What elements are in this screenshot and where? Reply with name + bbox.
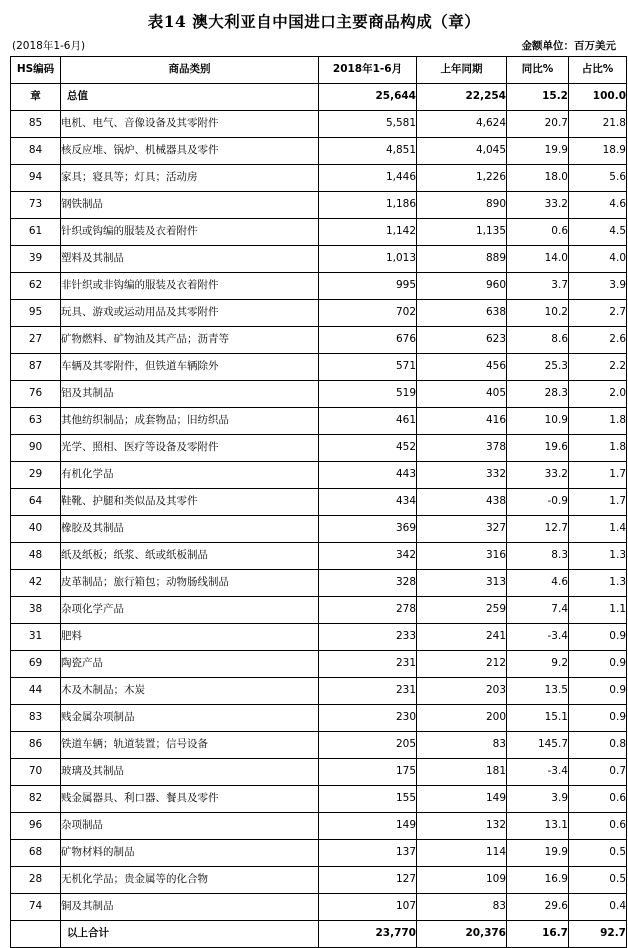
cell-hs: 84 <box>11 138 61 165</box>
cell-previous: 181 <box>417 759 507 786</box>
cell-current: 702 <box>319 300 417 327</box>
cell-hs: 90 <box>11 435 61 462</box>
cell-hs: 69 <box>11 651 61 678</box>
cell-previous: 4,624 <box>417 111 507 138</box>
cell-yoy: 8.3 <box>507 543 569 570</box>
cell-share: 0.9 <box>569 705 627 732</box>
cell-current: 461 <box>319 408 417 435</box>
cell-category: 肥料 <box>61 624 319 651</box>
table-header-row <box>11 57 627 84</box>
cell-current: 4,851 <box>319 138 417 165</box>
cell-category: 核反应堆、锅炉、机械器具及零件 <box>61 138 319 165</box>
cell-previous: 241 <box>417 624 507 651</box>
cell-yoy: 18.0 <box>507 165 569 192</box>
cell-share: 1.8 <box>569 408 627 435</box>
table-row <box>11 381 627 408</box>
cell-previous: 327 <box>417 516 507 543</box>
column-header-share: 占比% <box>569 57 627 84</box>
cell-current: 1,013 <box>319 246 417 273</box>
cell-share: 0.9 <box>569 651 627 678</box>
table-row <box>11 624 627 651</box>
cell-share: 1.4 <box>569 516 627 543</box>
column-header-category: 商品类别 <box>61 57 319 84</box>
cell-previous: 83 <box>417 894 507 921</box>
cell-yoy: -0.9 <box>507 489 569 516</box>
cell-share: 0.4 <box>569 894 627 921</box>
cell-current: 1,142 <box>319 219 417 246</box>
cell-yoy: 145.7 <box>507 732 569 759</box>
cell-category: 车辆及其零附件，但铁道车辆除外 <box>61 354 319 381</box>
cell-current: 107 <box>319 894 417 921</box>
table-row <box>11 813 627 840</box>
cell-yoy: 4.6 <box>507 570 569 597</box>
cell-share: 0.6 <box>569 813 627 840</box>
cell-current: 205 <box>319 732 417 759</box>
cell-previous: 456 <box>417 354 507 381</box>
table-row <box>11 570 627 597</box>
cell-share: 0.5 <box>569 840 627 867</box>
cell-share: 4.0 <box>569 246 627 273</box>
cell-share: 0.5 <box>569 867 627 894</box>
cell-previous: 438 <box>417 489 507 516</box>
table-row <box>11 300 627 327</box>
cell-category: 玻璃及其制品 <box>61 759 319 786</box>
cell-category: 纸及纸板；纸浆、纸或纸板制品 <box>61 543 319 570</box>
cell-share: 1.8 <box>569 435 627 462</box>
cell-category: 钢铁制品 <box>61 192 319 219</box>
cell-current: 1,186 <box>319 192 417 219</box>
table-row <box>11 111 627 138</box>
table-head <box>11 57 627 84</box>
cell-category: 矿物材料的制品 <box>61 840 319 867</box>
cell-hs: 85 <box>11 111 61 138</box>
cell-category: 塑料及其制品 <box>61 246 319 273</box>
cell-category: 光学、照相、医疗等设备及零附件 <box>61 435 319 462</box>
table-row <box>11 246 627 273</box>
cell-category: 家具；寝具等；灯具；活动房 <box>61 165 319 192</box>
period-note: (2018年1-6月) <box>12 40 86 52</box>
cell-yoy: 12.7 <box>507 516 569 543</box>
cell-yoy: 25.3 <box>507 354 569 381</box>
table-row-total <box>11 84 627 111</box>
cell-category: 陶瓷产品 <box>61 651 319 678</box>
cell-previous: 132 <box>417 813 507 840</box>
cell-hs: 95 <box>11 300 61 327</box>
cell-previous: 405 <box>417 381 507 408</box>
cell-hs: 29 <box>11 462 61 489</box>
cell-current: 127 <box>319 867 417 894</box>
cell-share: 2.6 <box>569 327 627 354</box>
cell-share: 3.9 <box>569 273 627 300</box>
table-row <box>11 867 627 894</box>
cell-yoy: 29.6 <box>507 894 569 921</box>
cell-category: 杂项化学产品 <box>61 597 319 624</box>
cell-share: 100.0 <box>569 84 627 111</box>
cell-current: 149 <box>319 813 417 840</box>
cell-hs: 68 <box>11 840 61 867</box>
cell-category: 矿物燃料、矿物油及其产品；沥青等 <box>61 327 319 354</box>
cell-hs: 42 <box>11 570 61 597</box>
cell-hs: 64 <box>11 489 61 516</box>
column-header-current: 2018年1-6月 <box>319 57 417 84</box>
column-header-previous: 上年同期 <box>417 57 507 84</box>
table-row <box>11 516 627 543</box>
table-row <box>11 678 627 705</box>
import-composition-table <box>10 56 627 948</box>
cell-previous: 203 <box>417 678 507 705</box>
cell-category: 非针织或非钩编的服装及衣着附件 <box>61 273 319 300</box>
cell-yoy: -3.4 <box>507 624 569 651</box>
cell-current: 452 <box>319 435 417 462</box>
cell-hs: 96 <box>11 813 61 840</box>
cell-current: 155 <box>319 786 417 813</box>
cell-yoy: 13.5 <box>507 678 569 705</box>
cell-current: 434 <box>319 489 417 516</box>
cell-share: 2.7 <box>569 300 627 327</box>
cell-previous: 212 <box>417 651 507 678</box>
table-row <box>11 894 627 921</box>
cell-hs: 章 <box>11 84 61 111</box>
cell-yoy: 13.1 <box>507 813 569 840</box>
cell-hs: 27 <box>11 327 61 354</box>
cell-share: 0.9 <box>569 678 627 705</box>
cell-share: 1.3 <box>569 543 627 570</box>
cell-yoy: 33.2 <box>507 192 569 219</box>
cell-yoy: 8.6 <box>507 327 569 354</box>
cell-current: 233 <box>319 624 417 651</box>
cell-category: 铁道车辆；轨道装置；信号设备 <box>61 732 319 759</box>
cell-yoy: 16.9 <box>507 867 569 894</box>
cell-hs: 70 <box>11 759 61 786</box>
cell-hs: 28 <box>11 867 61 894</box>
table-row <box>11 705 627 732</box>
cell-share: 0.6 <box>569 786 627 813</box>
cell-current: 369 <box>319 516 417 543</box>
cell-share: 0.8 <box>569 732 627 759</box>
cell-hs: 73 <box>11 192 61 219</box>
cell-previous: 83 <box>417 732 507 759</box>
cell-category: 木及木制品；木炭 <box>61 678 319 705</box>
cell-share: 0.7 <box>569 759 627 786</box>
cell-share: 18.9 <box>569 138 627 165</box>
cell-current: 328 <box>319 570 417 597</box>
cell-current: 278 <box>319 597 417 624</box>
cell-category: 玩具、游戏或运动用品及其零附件 <box>61 300 319 327</box>
cell-hs: 82 <box>11 786 61 813</box>
table-row <box>11 192 627 219</box>
table-row <box>11 759 627 786</box>
cell-previous: 22,254 <box>417 84 507 111</box>
cell-yoy: 15.2 <box>507 84 569 111</box>
cell-current: 230 <box>319 705 417 732</box>
table-row <box>11 786 627 813</box>
cell-yoy: 28.3 <box>507 381 569 408</box>
cell-yoy: 9.2 <box>507 651 569 678</box>
cell-category: 针织或钩编的服装及衣着附件 <box>61 219 319 246</box>
cell-previous: 889 <box>417 246 507 273</box>
cell-category: 铜及其制品 <box>61 894 319 921</box>
cell-category: 总值 <box>61 84 319 111</box>
page-title: 表14 澳大利亚自中国进口主要商品构成（章） <box>147 12 481 31</box>
cell-yoy: -3.4 <box>507 759 569 786</box>
cell-current: 571 <box>319 354 417 381</box>
cell-category: 杂项制品 <box>61 813 319 840</box>
cell-category: 鞋靴、护腿和类似品及其零件 <box>61 489 319 516</box>
cell-hs: 94 <box>11 165 61 192</box>
cell-previous: 109 <box>417 867 507 894</box>
cell-yoy: 15.1 <box>507 705 569 732</box>
cell-category: 皮革制品；旅行箱包；动物肠线制品 <box>61 570 319 597</box>
cell-yoy: 19.9 <box>507 138 569 165</box>
cell-category: 有机化学品 <box>61 462 319 489</box>
cell-hs: 44 <box>11 678 61 705</box>
cell-share: 1.7 <box>569 462 627 489</box>
cell-category: 无机化学品；贵金属等的化合物 <box>61 867 319 894</box>
cell-share: 4.6 <box>569 192 627 219</box>
cell-hs: 61 <box>11 219 61 246</box>
cell-current: 342 <box>319 543 417 570</box>
cell-share: 0.9 <box>569 624 627 651</box>
cell-current: 175 <box>319 759 417 786</box>
cell-hs: 48 <box>11 543 61 570</box>
table-row <box>11 489 627 516</box>
cell-yoy: 3.9 <box>507 786 569 813</box>
table-row <box>11 597 627 624</box>
cell-current: 23,770 <box>319 921 417 948</box>
cell-category: 橡胶及其制品 <box>61 516 319 543</box>
cell-yoy: 3.7 <box>507 273 569 300</box>
table-row <box>11 435 627 462</box>
cell-previous: 1,226 <box>417 165 507 192</box>
column-header-hs: HS编码 <box>11 57 61 84</box>
cell-previous: 623 <box>417 327 507 354</box>
table-body <box>11 84 627 948</box>
cell-previous: 20,376 <box>417 921 507 948</box>
cell-hs: 83 <box>11 705 61 732</box>
cell-current: 519 <box>319 381 417 408</box>
cell-category: 电机、电气、音像设备及其零附件 <box>61 111 319 138</box>
table-row <box>11 408 627 435</box>
cell-previous: 890 <box>417 192 507 219</box>
table-row <box>11 732 627 759</box>
cell-share: 1.1 <box>569 597 627 624</box>
cell-current: 25,644 <box>319 84 417 111</box>
cell-current: 1,446 <box>319 165 417 192</box>
cell-previous: 114 <box>417 840 507 867</box>
cell-share: 1.7 <box>569 489 627 516</box>
cell-previous: 960 <box>417 273 507 300</box>
cell-previous: 259 <box>417 597 507 624</box>
cell-category: 贱金属杂项制品 <box>61 705 319 732</box>
cell-hs: 62 <box>11 273 61 300</box>
cell-previous: 316 <box>417 543 507 570</box>
cell-hs: 76 <box>11 381 61 408</box>
table-row <box>11 651 627 678</box>
table-row <box>11 327 627 354</box>
cell-category: 以上合计 <box>61 921 319 948</box>
cell-yoy: 14.0 <box>507 246 569 273</box>
cell-yoy: 10.2 <box>507 300 569 327</box>
cell-current: 137 <box>319 840 417 867</box>
cell-previous: 1,135 <box>417 219 507 246</box>
cell-yoy: 0.6 <box>507 219 569 246</box>
table-row <box>11 840 627 867</box>
cell-current: 676 <box>319 327 417 354</box>
cell-hs: 38 <box>11 597 61 624</box>
column-header-yoy: 同比% <box>507 57 569 84</box>
cell-share: 21.8 <box>569 111 627 138</box>
cell-share: 2.0 <box>569 381 627 408</box>
cell-current: 5,581 <box>319 111 417 138</box>
table-row <box>11 462 627 489</box>
cell-hs: 63 <box>11 408 61 435</box>
cell-hs: 87 <box>11 354 61 381</box>
cell-yoy: 20.7 <box>507 111 569 138</box>
cell-previous: 638 <box>417 300 507 327</box>
cell-yoy: 10.9 <box>507 408 569 435</box>
cell-yoy: 33.2 <box>507 462 569 489</box>
cell-share: 4.5 <box>569 219 627 246</box>
cell-current: 231 <box>319 678 417 705</box>
cell-category: 贱金属器具、利口器、餐具及零件 <box>61 786 319 813</box>
cell-previous: 378 <box>417 435 507 462</box>
cell-hs: 39 <box>11 246 61 273</box>
cell-previous: 313 <box>417 570 507 597</box>
cell-yoy: 19.9 <box>507 840 569 867</box>
table-row <box>11 219 627 246</box>
cell-share: 5.6 <box>569 165 627 192</box>
cell-yoy: 19.6 <box>507 435 569 462</box>
table-row <box>11 165 627 192</box>
cell-current: 995 <box>319 273 417 300</box>
cell-category: 其他纺织制品；成套物品；旧纺织品 <box>61 408 319 435</box>
table-row <box>11 273 627 300</box>
cell-previous: 4,045 <box>417 138 507 165</box>
cell-hs: 31 <box>11 624 61 651</box>
cell-previous: 332 <box>417 462 507 489</box>
cell-previous: 416 <box>417 408 507 435</box>
cell-hs: 74 <box>11 894 61 921</box>
unit-note: 金额单位：百万美元 <box>521 40 616 52</box>
cell-share: 2.2 <box>569 354 627 381</box>
cell-share: 92.7 <box>569 921 627 948</box>
table-row <box>11 354 627 381</box>
cell-previous: 200 <box>417 705 507 732</box>
cell-hs: 86 <box>11 732 61 759</box>
table-row <box>11 543 627 570</box>
cell-share: 1.3 <box>569 570 627 597</box>
cell-hs: 40 <box>11 516 61 543</box>
cell-current: 443 <box>319 462 417 489</box>
cell-yoy: 7.4 <box>507 597 569 624</box>
table-subheader <box>12 38 616 53</box>
table-row <box>11 138 627 165</box>
cell-previous: 149 <box>417 786 507 813</box>
cell-yoy: 16.7 <box>507 921 569 948</box>
cell-current: 231 <box>319 651 417 678</box>
cell-category: 铝及其制品 <box>61 381 319 408</box>
